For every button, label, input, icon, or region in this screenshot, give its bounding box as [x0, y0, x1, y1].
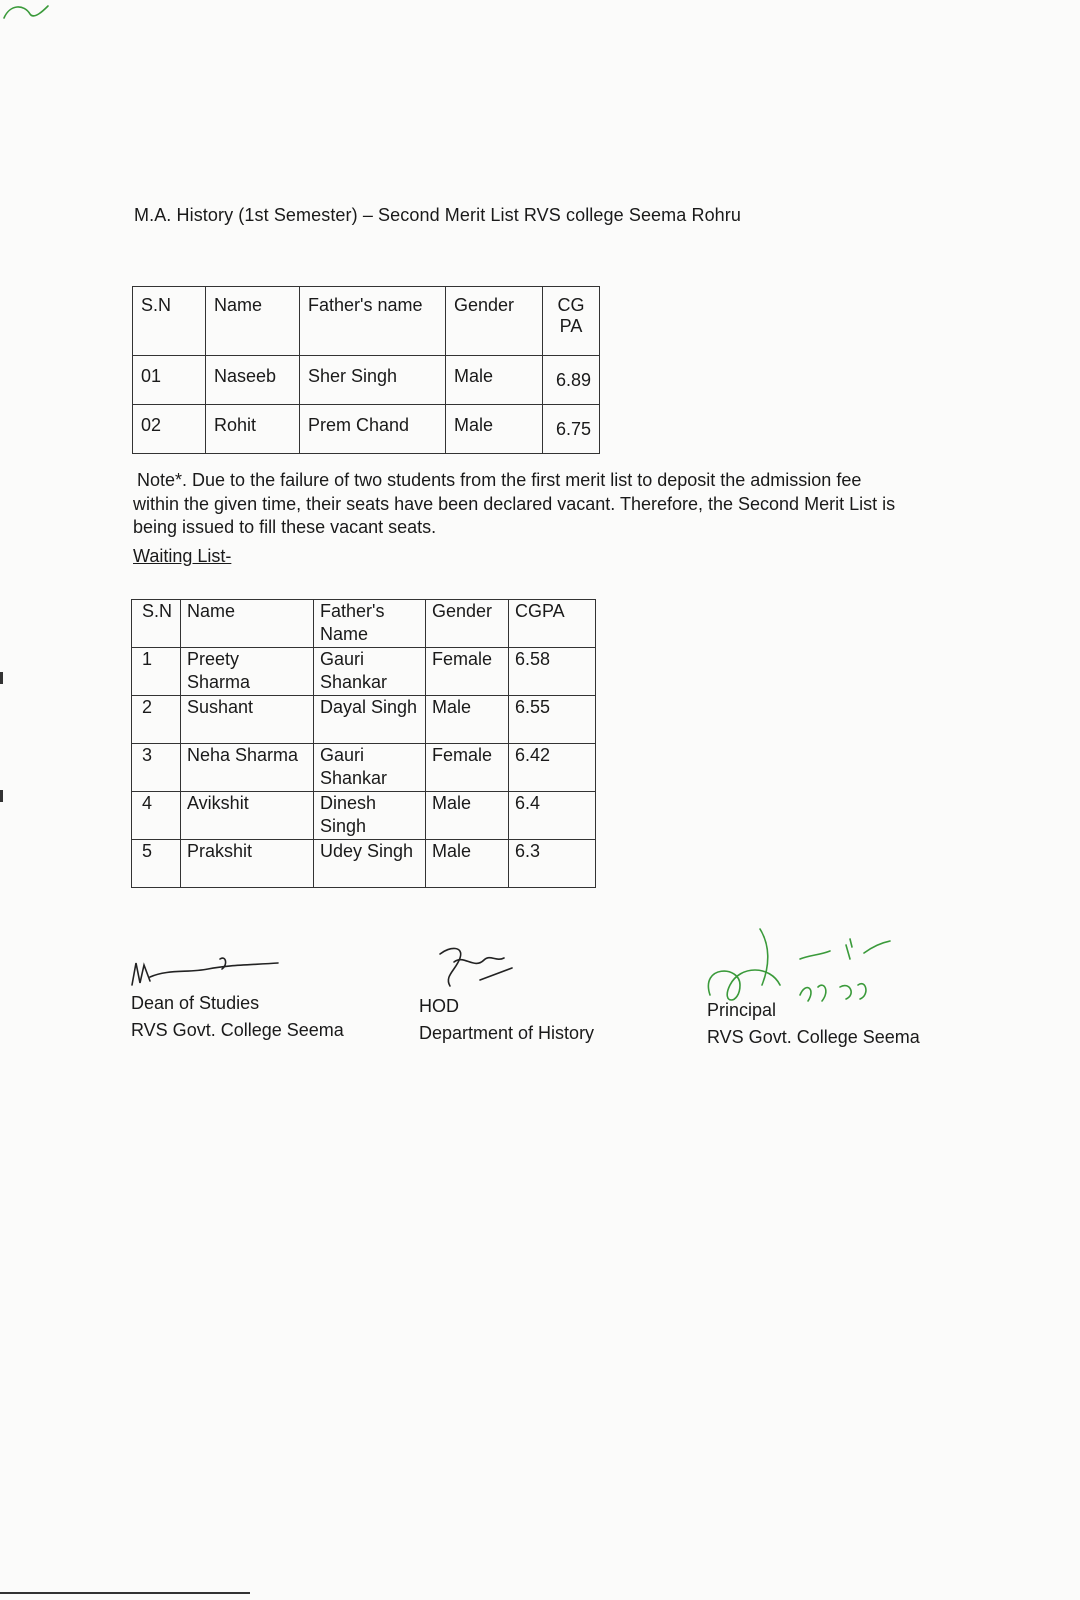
cell-gender: Female: [426, 648, 509, 696]
cell-name: Neha Sharma: [181, 744, 314, 792]
header-cgpa: CGPA: [509, 600, 596, 648]
note-paragraph: [133, 469, 963, 540]
header-father: Father's Name: [314, 600, 426, 648]
hod-department: Department of History: [419, 1023, 595, 1043]
cell-sn: 01: [133, 356, 206, 405]
cell-sn: 5: [132, 840, 181, 888]
note-line: Note*. Due to the failure of two students from the first merit list to deposit the admission fee: [137, 470, 862, 490]
cell-name: Preety Sharma: [181, 648, 314, 696]
cell-name: Avikshit: [181, 792, 314, 840]
waiting-list-label: Waiting List-: [133, 546, 232, 566]
note-line: being issued to fill these vacant seats.: [133, 517, 437, 537]
table-row: [132, 648, 596, 696]
merit-list-table: [132, 286, 600, 454]
header-father: Father's name: [300, 287, 446, 356]
header-cgpa: CG PA: [543, 287, 600, 356]
cell-father: Gauri Shankar: [314, 744, 426, 792]
hod-signature: [420, 940, 520, 1000]
table-row: [132, 792, 596, 840]
cell-name: Rohit: [206, 405, 300, 454]
table-row: [132, 696, 596, 744]
hod-title: HOD: [419, 996, 459, 1016]
cell-father: Udey Singh: [314, 840, 426, 888]
cell-name: Sushant: [181, 696, 314, 744]
header-gender: Gender: [426, 600, 509, 648]
cell-cgpa: 6.42: [509, 744, 596, 792]
cell-sn: 4: [132, 792, 181, 840]
cell-cgpa: 6.89: [543, 356, 600, 405]
cell-father: Sher Singh: [300, 356, 446, 405]
header-sn: S.N: [132, 600, 181, 648]
cell-cgpa: 6.55: [509, 696, 596, 744]
cell-sn: 3: [132, 744, 181, 792]
cell-cgpa: 6.58: [509, 648, 596, 696]
table-header-row: [132, 600, 596, 648]
bottom-rule: [0, 1592, 250, 1594]
table-row: [132, 840, 596, 888]
table-row: [133, 405, 600, 454]
cell-gender: Male: [446, 405, 543, 454]
document-title: M.A. History (1st Semester) – Second Merit List RVS college Seema Rohru: [134, 205, 741, 225]
cell-cgpa: 6.3: [509, 840, 596, 888]
cell-sn: 2: [132, 696, 181, 744]
note-line: within the given time, their seats have been declared vacant. Therefore, the Second Merit List is: [133, 493, 896, 514]
cell-father: Dayal Singh: [314, 696, 426, 744]
cell-sn: 02: [133, 405, 206, 454]
cell-gender: Male: [446, 356, 543, 405]
cell-sn: 1: [132, 648, 181, 696]
principal-college: RVS Govt. College Seema: [707, 1027, 920, 1047]
dean-signature-block: [131, 990, 344, 1044]
cell-gender: Male: [426, 840, 509, 888]
table-row: [132, 744, 596, 792]
cell-name: Prakshit: [181, 840, 314, 888]
hod-signature-block: [419, 993, 594, 1047]
principal-title: Principal: [707, 1000, 777, 1020]
table-row: [133, 356, 600, 405]
corner-scribble: [0, 0, 60, 30]
header-sn: S.N: [133, 287, 206, 356]
cell-gender: Male: [426, 792, 509, 840]
cell-gender: Male: [426, 696, 509, 744]
dean-signature: [128, 955, 288, 995]
dean-title: Dean of Studies: [131, 993, 260, 1013]
left-edge-mark: [0, 790, 3, 802]
cell-cgpa: 6.4: [509, 792, 596, 840]
cell-cgpa: 6.75: [543, 405, 600, 454]
dean-college: RVS Govt. College Seema: [131, 1020, 344, 1040]
principal-signature-block: [707, 997, 920, 1051]
header-name: Name: [181, 600, 314, 648]
waiting-list-table: [131, 599, 596, 888]
cell-gender: Female: [426, 744, 509, 792]
cell-name: Naseeb: [206, 356, 300, 405]
table-header-row: [133, 287, 600, 356]
cell-father: Gauri Shankar: [314, 648, 426, 696]
left-edge-mark: [0, 672, 3, 684]
header-name: Name: [206, 287, 300, 356]
cell-father: Prem Chand: [300, 405, 446, 454]
cell-father: Dinesh Singh: [314, 792, 426, 840]
header-gender: Gender: [446, 287, 543, 356]
